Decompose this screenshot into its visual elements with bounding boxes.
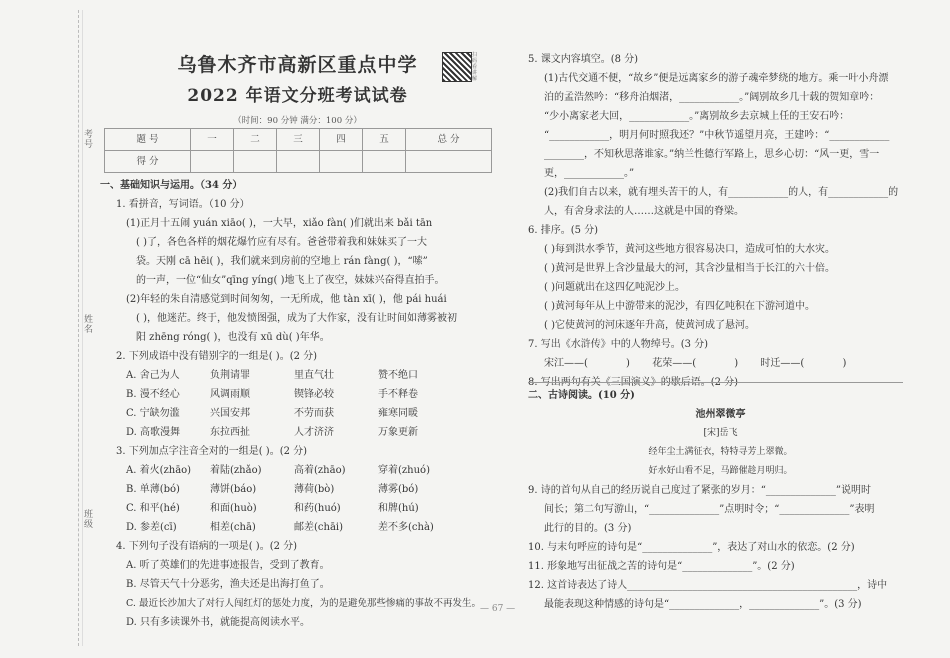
question-4-option[interactable]: C. 最近长沙加大了对行人闯红灯的惩处力度，为的是避免那些惨痛的事故不再发生。 xyxy=(126,598,481,609)
poem-author: [宋]岳飞 xyxy=(703,428,738,438)
score-header-cell: 二 xyxy=(234,129,277,151)
question-7-answers[interactable]: 宋江——( ) 花荣——( ) 时迁——( ) xyxy=(544,358,847,369)
option-word: 差不多(chà) xyxy=(378,522,434,533)
poem-line: 好水好山看不足，马蹄催趁月明归。 xyxy=(648,466,793,476)
option-word: 薄饼(báo) xyxy=(210,484,257,495)
section-1-heading: 一、基础知识与运用。（34 分） xyxy=(100,180,243,191)
option-word: 万象更新 xyxy=(378,427,418,438)
option-word: 着陆(zhǎo) xyxy=(210,465,262,476)
side-label-class: 班级 xyxy=(84,510,94,530)
question-6-prompt: 6. 排序。(5 分) xyxy=(528,225,599,236)
question-2-prompt: 2. 下列成语中没有错别字的一组是( )。(2 分) xyxy=(116,351,318,362)
qr-code-icon[interactable] xyxy=(442,52,472,82)
question-9-line: 间长；第二句写游山，“______________”点明时令；“______________”表明 xyxy=(544,504,875,515)
question-5-line: “少小离家老大回，____________。”离别故乡去京城上任的王安石吟： xyxy=(544,111,850,122)
score-cell[interactable] xyxy=(363,151,406,173)
option-word: 负荆请罪 xyxy=(210,370,250,381)
option-word: 里直气壮 xyxy=(294,370,334,381)
option-word: 和牌(hú) xyxy=(378,503,419,514)
option-word: 和药(huó) xyxy=(294,503,341,514)
right-column xyxy=(528,50,913,392)
question-1-line: (2)年轻的朱自清感觉到时间匆匆，一无所成，他 tàn xī( )，他 pái huái xyxy=(126,294,447,305)
score-cell[interactable] xyxy=(234,151,277,173)
score-row-label: 得 分 xyxy=(105,151,191,173)
binding-line-2 xyxy=(82,10,83,646)
question-5-line: 泊的孟浩然吟：“移舟泊烟渚，____________。”阔别故乡几十载的贺知章吟： xyxy=(544,92,880,103)
option-word: 高着(zhāo) xyxy=(294,465,346,476)
option-word: 雍寒同暖 xyxy=(378,408,418,419)
option-word: 薄荷(bò) xyxy=(294,484,335,495)
question-12-line: 最能表现这种情感的诗句是“______________，______________”。(3 分) xyxy=(544,599,862,610)
question-10: 10. 与末句呼应的诗句是“______________”，表达了对山水的依恋。(2 分) xyxy=(528,542,855,553)
question-1-line: 的一声，一位“仙女”qīng yíng( )地飞上了夜空，妹妹兴奋得直拍手。 xyxy=(136,275,445,286)
score-header-cell: 总 分 xyxy=(406,129,492,151)
score-header-cell: 一 xyxy=(191,129,234,151)
option-word: 不劳而获 xyxy=(294,408,334,419)
question-1-line: ( )，他迷茫。终于，他发愤图强，成为了大作家，没有让时间如薄雾被初 xyxy=(136,313,457,324)
option-word: 手不释卷 xyxy=(378,389,418,400)
option-word: C. 宁缺勿滥 xyxy=(126,408,180,419)
section-2-heading: 二、古诗阅读。(10 分) xyxy=(528,390,635,401)
score-cell[interactable] xyxy=(277,151,320,173)
question-2-option[interactable] xyxy=(100,404,495,423)
question-7-prompt: 7. 写出《水浒传》中的人物绰号。(3 分) xyxy=(528,339,709,350)
option-word: D. 高歌漫舞 xyxy=(126,427,181,438)
question-1-prompt: 1. 看拼音，写词语。（10 分） xyxy=(116,199,250,210)
question-2-option[interactable] xyxy=(100,423,495,442)
question-5-line: (2)我们自古以来，就有埋头苦干的人，有____________的人，有____________的 xyxy=(544,187,899,198)
question-5-prompt: 5. 课文内容填空。(8 分) xyxy=(528,54,639,65)
question-4-option[interactable]: D. 只有多读课外书，就能提高阅读水平。 xyxy=(126,617,311,628)
question-5-line: ________，不知秋思落谁家。”纳兰性德行军路上，思乡心切：“风一更，雪一 xyxy=(544,149,880,160)
score-table-score-row xyxy=(105,151,492,173)
question-1-line: (1)正月十五闹 yuán xiāo( )，一大早，xiǎo fàn( )们就出来 bǎi tān xyxy=(126,218,433,229)
qr-note: 扫码看讲解 xyxy=(472,52,478,82)
option-word: B. 单薄(bó) xyxy=(126,484,180,495)
poem-title: 池州翠微亭 xyxy=(695,409,746,420)
exam-title-paper: 2022 年语文分班考试试卷 xyxy=(187,86,408,106)
option-word: A. 着火(zhāo) xyxy=(126,465,192,476)
question-5-line: (1)古代交通不便，“故乡”便是远离家乡的游子魂牵梦绕的地方。乘一叶小舟漂 xyxy=(544,73,889,84)
question-5-line: “____________，明月何时照我还？”中秋节遥望月亮，王建吟：“____________ xyxy=(544,130,890,141)
side-label-exam-number: 考号 xyxy=(84,130,94,150)
option-word: 锲锋必较 xyxy=(294,389,334,400)
question-4-option[interactable]: B. 尽管天气十分恶劣，渔夫还是出海打鱼了。 xyxy=(126,579,330,590)
question-2-option[interactable] xyxy=(100,366,495,385)
binding-line xyxy=(78,10,79,646)
question-4-prompt: 4. 下列句子没有语病的一项是( )。(2 分) xyxy=(116,541,298,552)
score-header-cell: 五 xyxy=(363,129,406,151)
question-3-option[interactable] xyxy=(100,461,495,480)
question-6-item[interactable]: ( )每到洪水季节，黄河这些地方很容易决口，造成可怕的大水灾。 xyxy=(544,244,835,255)
question-6-item[interactable]: ( )它使黄河的河床逐年升高，使黄河成了悬河。 xyxy=(544,320,755,331)
score-table xyxy=(104,128,492,173)
option-word: 风调雨顺 xyxy=(210,389,250,400)
option-word: 东拉西扯 xyxy=(210,427,250,438)
question-6-item[interactable]: ( )黄河是世界上含沙量最大的河，其含沙量相当于长江的六十倍。 xyxy=(544,263,835,274)
question-4-option[interactable]: A. 听了英雄们的先进事迹报告，受到了教育。 xyxy=(126,560,330,571)
score-header-cell: 三 xyxy=(277,129,320,151)
score-header-cell: 题 号 xyxy=(105,129,191,151)
question-9-line: 9. 诗的首句从自己的经历说自己度过了紧张的岁月：“______________”说明时 xyxy=(528,485,871,496)
option-word: 穿着(zhuó) xyxy=(378,465,430,476)
option-word: A. 舍己为人 xyxy=(126,370,180,381)
question-9-line: 此行的目的。(3 分) xyxy=(544,523,632,534)
question-8-prompt: 8. 写出两句有关《三国演义》的歇后语。(2 分) xyxy=(528,377,739,388)
question-5-line: 更，____________。” xyxy=(544,168,635,179)
score-table-header-row xyxy=(105,129,492,151)
option-word: 相差(chā) xyxy=(210,522,256,533)
option-word: 和面(huò) xyxy=(210,503,257,514)
exam-title-school: 乌鲁木齐市高新区重点中学 xyxy=(177,54,418,76)
question-3-option[interactable] xyxy=(100,480,495,499)
score-cell[interactable] xyxy=(320,151,363,173)
option-word: 兴国安邦 xyxy=(210,408,250,419)
score-cell[interactable] xyxy=(406,151,492,173)
option-word: 人才济济 xyxy=(294,427,334,438)
question-12-line: 12. 这首诗表达了诗人______________________________________________，诗中 xyxy=(528,580,888,591)
option-word: C. 和平(hé) xyxy=(126,503,180,514)
question-3-option[interactable] xyxy=(100,518,495,537)
question-3-prompt: 3. 下列加点字注音全对的一组是( )。(2 分) xyxy=(116,446,308,457)
score-header-cell: 四 xyxy=(320,129,363,151)
question-3-option[interactable] xyxy=(100,499,495,518)
side-label-name: 姓名 xyxy=(84,315,94,335)
section-divider xyxy=(528,382,903,383)
option-word: 邮差(chāi) xyxy=(294,522,344,533)
section-1 xyxy=(100,176,495,632)
option-word: D. 参差(cī) xyxy=(126,522,177,533)
question-1-line: ( )了，各色各样的烟花爆竹应有尽有。爸爸带着我和妹妹买了一大 xyxy=(136,237,427,248)
question-11: 11. 形象地写出征战之苦的诗句是“______________”。(2 分) xyxy=(528,561,795,572)
question-1-line: 阳 zhēng róng( )，也没有 xū dù( )年华。 xyxy=(136,332,330,343)
question-1-line: 袋。天刚 cā hēi( )，我们就来到房前的空地上 rán fàng( )，“嗦” xyxy=(136,256,428,267)
score-cell[interactable] xyxy=(191,151,234,173)
section-2 xyxy=(528,386,913,614)
page-number: — 67 — xyxy=(480,604,516,614)
option-word: B. 漫不经心 xyxy=(126,389,180,400)
option-word: 赞不绝口 xyxy=(378,370,418,381)
question-6-item[interactable]: ( )问题就出在这四亿吨泥沙上。 xyxy=(544,282,685,293)
option-word: 薄雾(bó) xyxy=(378,484,419,495)
question-2-option[interactable] xyxy=(100,385,495,404)
question-6-item[interactable]: ( )黄河每年从上中游带来的泥沙，有四亿吨积在下游河道中。 xyxy=(544,301,815,312)
exam-meta: （时间：90 分钟 满分：100 分） xyxy=(233,116,362,126)
question-5-line: 人，有舍身求法的人……这就是中国的脊梁。 xyxy=(544,206,744,217)
poem-line: 经年尘土满征衣，特特寻芳上翠微。 xyxy=(648,447,793,457)
